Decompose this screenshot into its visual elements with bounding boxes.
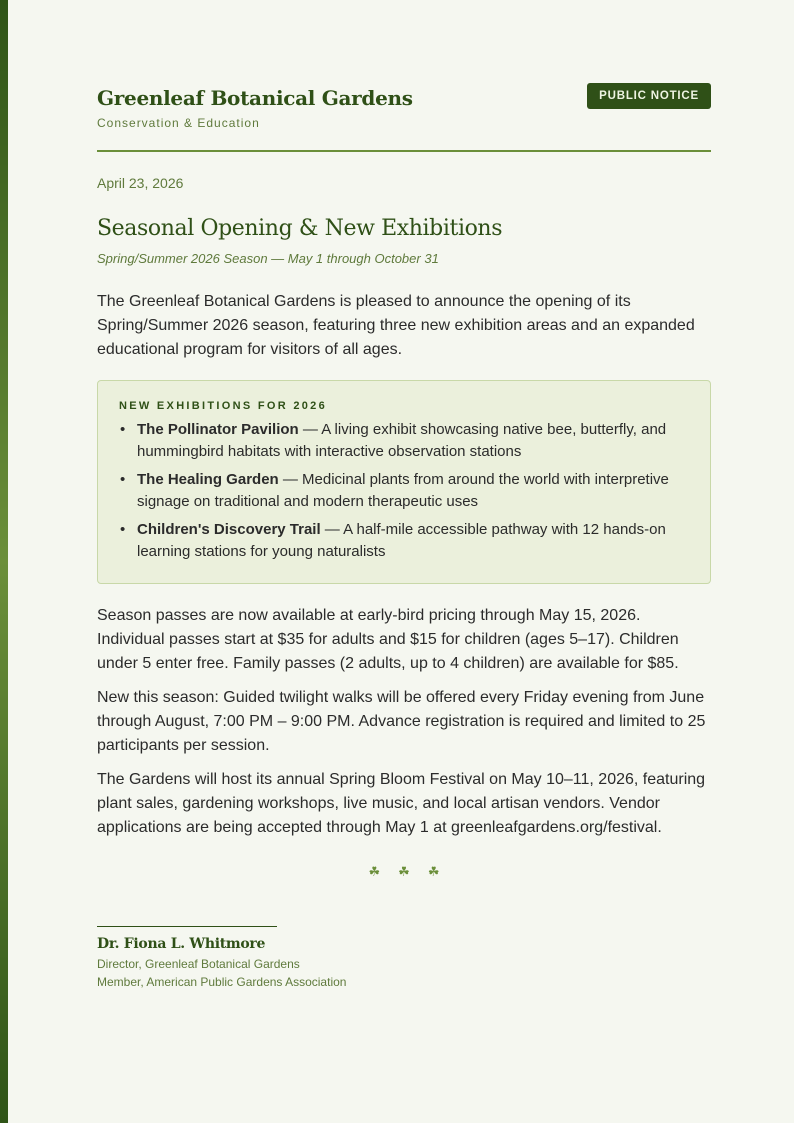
signatory-name: Dr. Fiona L. Whitmore bbox=[97, 936, 266, 952]
exhibition-description: — A half-mile accessible pathway with 12 hands-on learning stations for young naturalists bbox=[137, 521, 666, 560]
exhibition-name: Children's Discovery Trail bbox=[137, 521, 321, 538]
shamrock-icon: ☘ bbox=[398, 864, 410, 879]
notice-page bbox=[97, 0, 711, 991]
exhibition-name: The Pollinator Pavilion bbox=[137, 421, 299, 438]
exhibition-item bbox=[119, 469, 690, 513]
public-notice-badge: PUBLIC NOTICE bbox=[587, 83, 711, 109]
bullet-icon: • bbox=[120, 471, 126, 488]
bullet-icon: • bbox=[120, 421, 126, 438]
org-name: Greenleaf Botanical Gardens bbox=[97, 86, 413, 110]
org-tagline: Conservation & Education bbox=[97, 116, 260, 130]
signatory-title: Director, Greenleaf Botanical Gardens bbox=[97, 957, 300, 971]
notice-subtitle: Spring/Summer 2026 Season — May 1 through October 31 bbox=[97, 251, 439, 266]
letterhead bbox=[97, 0, 711, 152]
notice-title: Seasonal Opening & New Exhibitions bbox=[97, 216, 503, 241]
exhibition-item bbox=[119, 419, 690, 463]
intro-paragraph: The Greenleaf Botanical Gardens is pleased to announce the opening of its Spring/Summer 2026 season, featuring three new exhibition areas and an expanded educational program for visitors of all ages. bbox=[97, 293, 695, 358]
exhibition-description: — Medicinal plants from around the world with interpretive signage on traditional and modern therapeutic uses bbox=[137, 471, 669, 510]
twilight-walks-paragraph: New this season: Guided twilight walks will be offered every Friday evening from June through August, 7:00 PM – 9:00 PM. Advance registration is required and limited to 25 participants per session. bbox=[97, 689, 706, 754]
shamrock-icon: ☘ bbox=[427, 864, 440, 879]
season-passes-paragraph: Season passes are now available at early-bird pricing through May 15, 2026. Individual passes start at $35 for adults and $15 for children (ages 5–17). Children under 5 enter free. Family passes (2 adults, up to 4 children) are available for $85. bbox=[97, 607, 679, 672]
exhibition-name: The Healing Garden bbox=[137, 471, 279, 488]
signatory-affiliation: Member, American Public Gardens Association bbox=[97, 975, 347, 989]
signature-line bbox=[97, 926, 277, 927]
exhibition-item bbox=[119, 519, 690, 563]
exhibition-description: — A living exhibit showcasing native bee, butterfly, and hummingbird habitats with interactive observation stations bbox=[137, 421, 667, 460]
signature-block bbox=[97, 926, 711, 991]
bullet-icon: • bbox=[120, 521, 126, 538]
festival-paragraph: The Gardens will host its annual Spring Bloom Festival on May 10–11, 2026, featuring plant sales, gardening workshops, live music, and local artisan vendors. Vendor applications are being accepted through May 1 at greenleafgardens.org/festival. bbox=[97, 771, 706, 836]
notice-date: April 23, 2026 bbox=[97, 175, 184, 191]
ornament-divider bbox=[97, 862, 711, 882]
exhibitions-list bbox=[119, 419, 690, 563]
exhibitions-heading: NEW EXHIBITIONS FOR 2026 bbox=[119, 400, 328, 412]
shamrock-icon: ☘ bbox=[368, 864, 381, 879]
decorative-side-bar bbox=[0, 0, 8, 1123]
new-exhibitions-box bbox=[97, 380, 711, 584]
